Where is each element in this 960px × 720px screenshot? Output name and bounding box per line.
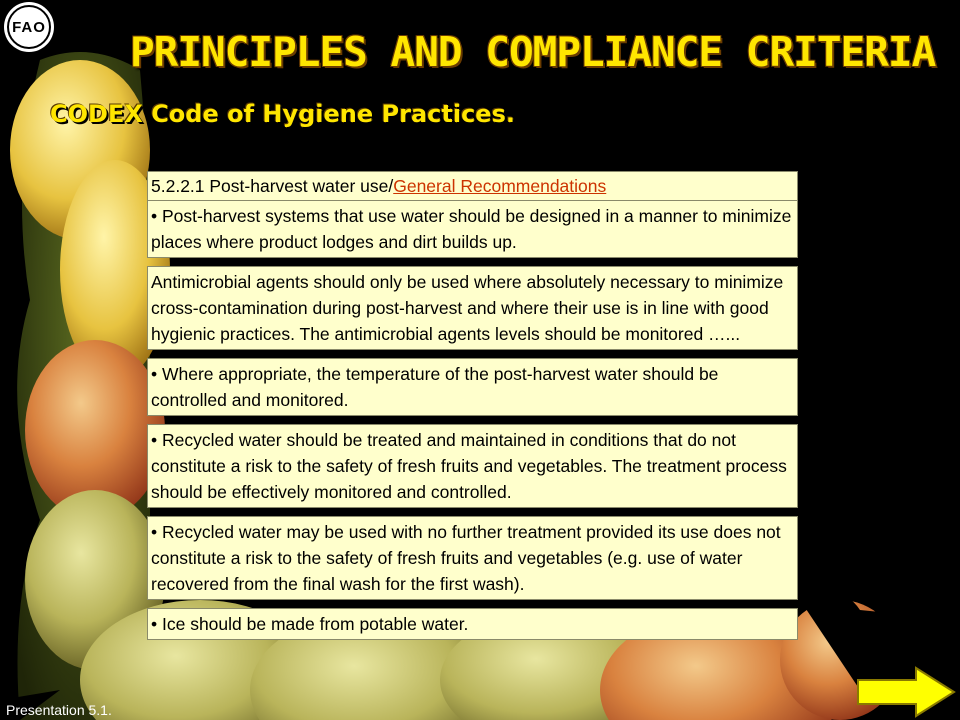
general-recommendations-link[interactable]: General Recommendations — [393, 176, 607, 196]
content-panel — [147, 171, 798, 648]
list-item: • Post-harvest systems that use water should be designed in a manner to minimize places where product lodges and dirt builds up. — [147, 200, 798, 258]
list-item: Antimicrobial agents should only be used where absolutely necessary to minimize cross-contamination during post-harvest and where their use is in line with good hygienic practices. The antimicrobial agents levels should be monitored …... — [147, 266, 798, 350]
list-item: • Where appropriate, the temperature of the post-harvest water should be controlled and monitored. — [147, 358, 798, 416]
right-arrow-icon[interactable] — [856, 666, 956, 718]
list-item: • Recycled water may be used with no further treatment provided its use does not constitute a risk to the safety of fresh fruits and vegetables (e.g. use of water recovered from the final wash for the first wash). — [147, 516, 798, 600]
list-item: • Recycled water should be treated and maintained in conditions that do not constitute a risk to the safety of fresh fruits and vegetables. The treatment process should be effectively monitored and controlled. — [147, 424, 798, 508]
page-subtitle: CODEX Code of Hygiene Practices. — [50, 100, 515, 128]
presentation-label: Presentation 5.1. — [6, 702, 112, 718]
section-heading — [147, 171, 798, 200]
list-item: • Ice should be made from potable water. — [147, 608, 798, 640]
page-title: PRINCIPLES AND COMPLIANCE CRITERIA — [130, 28, 936, 76]
fao-logo — [4, 2, 54, 52]
fao-logo-text: FAO — [7, 5, 51, 49]
section-heading-text: 5.2.2.1 Post-harvest water use/ — [151, 176, 394, 196]
